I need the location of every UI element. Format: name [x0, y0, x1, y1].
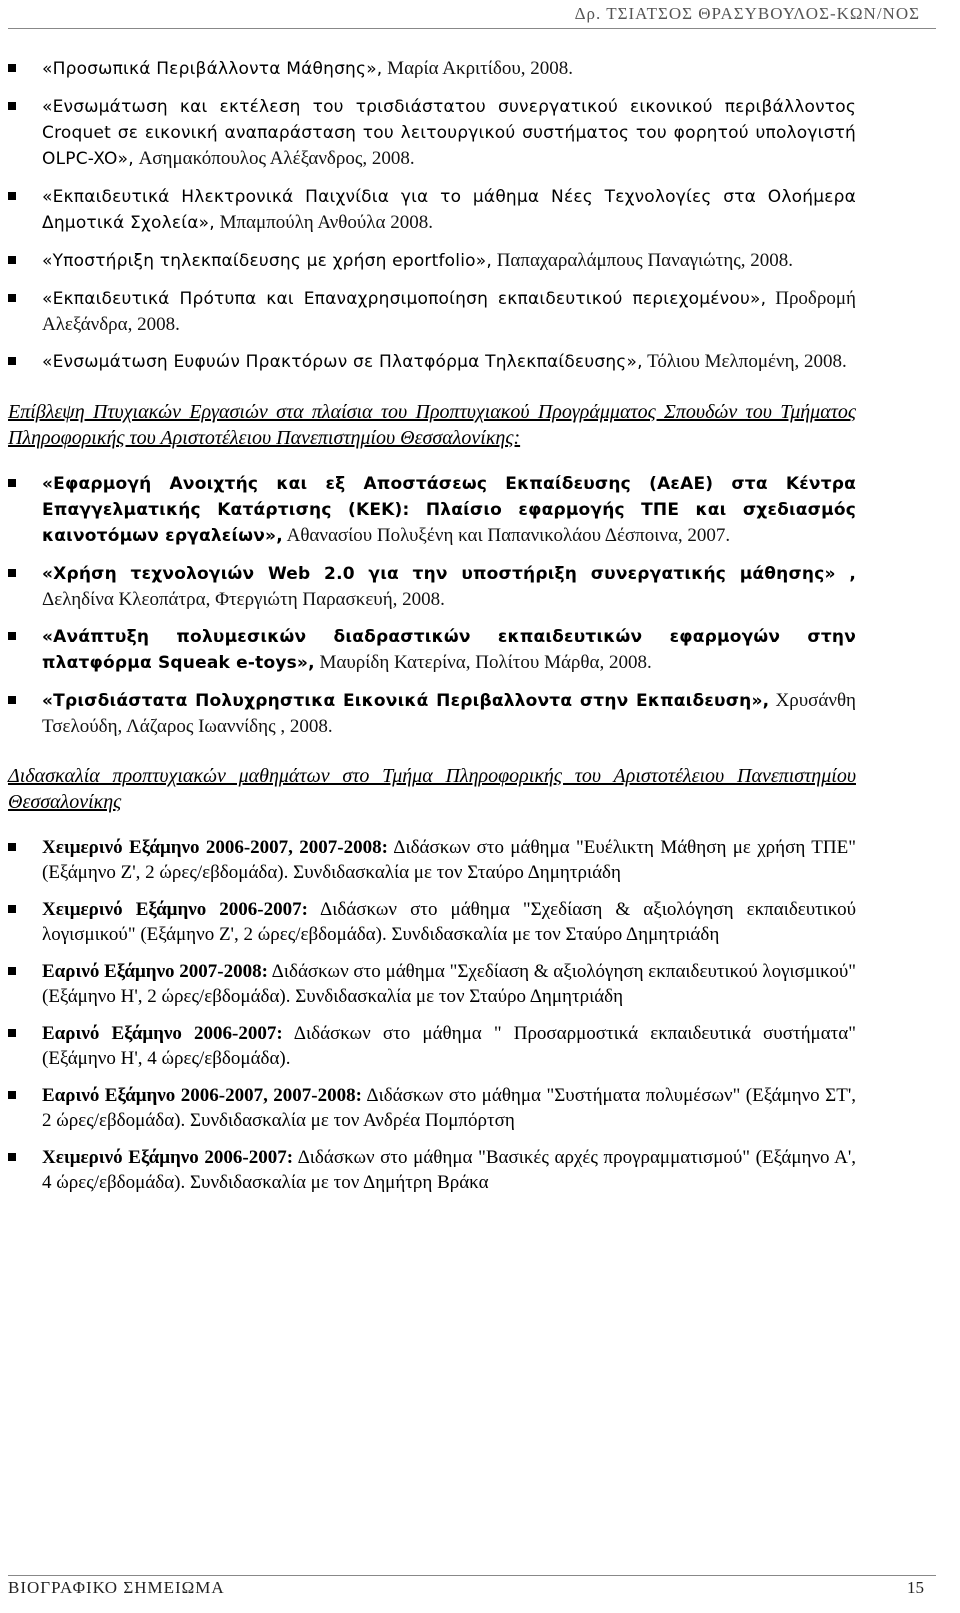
- list-item: [8, 349, 856, 375]
- list-item: [8, 1145, 856, 1195]
- bullet-icon: [8, 64, 16, 72]
- list-item: [8, 561, 856, 612]
- bullet-icon: [8, 1029, 16, 1037]
- thesis-title: «Προσωπικά Περιβάλλοντα Μάθησης»,: [42, 59, 383, 79]
- bullet-icon: [8, 256, 16, 264]
- list-item: [8, 959, 856, 1009]
- bullet-icon: [8, 357, 16, 365]
- list-item: [8, 286, 856, 337]
- thesis-list-postgraduate: [8, 56, 856, 375]
- thesis-authors: Ασημακόπουλος Αλέξανδρος, 2008.: [133, 148, 415, 169]
- bullet-icon: [8, 967, 16, 975]
- course-description: Διδάσκων στο μάθημα "Σχεδίαση & αξιολόγηση εκπαιδευτικού λογισμικού" (Εξάμηνο Ζ', 2 ώρες/εβδομάδα). Συνδιδασκαλία με τον Σταύρο Δημητριάδη: [42, 899, 856, 945]
- thesis-authors: Μαυρίδη Κατερίνα, Πολίτου Μάρθα, 2008.: [314, 652, 652, 673]
- course-description: Διδάσκων στο μάθημα "Ευέλικτη Μάθηση με χρήση ΤΠΕ" (Εξάμηνο Ζ', 2 ώρες/εβδομάδα). Συνδιδασκαλία με τον Σταύρο Δημητριάδη: [42, 837, 856, 883]
- list-item: [8, 94, 856, 172]
- bullet-icon: [8, 696, 16, 704]
- running-header: Δρ. ΤΣΙΑΤΣΟΣ ΘΡΑΣΥΒΟΥΛΟΣ-ΚΩΝ/ΝΟΣ: [574, 4, 920, 23]
- list-item: [8, 471, 856, 549]
- bullet-icon: [8, 294, 16, 302]
- bullet-icon: [8, 632, 16, 640]
- bullet-icon: [8, 192, 16, 200]
- thesis-title: «Τρισδιάστατα Πολυχρηστικα Εικονικά Περιβαλλοντα στην Εκπαιδευση»,: [42, 691, 770, 711]
- list-item: [8, 184, 856, 236]
- page-content: [8, 56, 856, 1207]
- semester-label: Εαρινό Εξάμηνο 2006-2007:: [42, 1023, 283, 1044]
- thesis-title: «Ενσωμάτωση και εκτέλεση του τρισδιάστατου συνεργατικού εικονικού περιβάλλοντος Croquet σε εικονική αναπαράσταση του λειτουργικού συστήματος του φορητού υπολογιστή OLPC-XO»,: [42, 97, 856, 169]
- footer-rule: [8, 1575, 936, 1576]
- bullet-icon: [8, 1153, 16, 1161]
- thesis-authors: Προδρομή Αλεξάνδρα, 2008.: [42, 288, 856, 335]
- semester-label: Χειμερινό Εξάμηνο 2006-2007:: [42, 899, 308, 920]
- course-description: Διδάσκων στο μάθημα "Συστήματα πολυμέσων" (Εξάμηνο ΣΤ', 2 ώρες/εβδομάδα). Συνδιδασκαλία με τον Ανδρέα Πομπόρτση: [42, 1085, 856, 1131]
- thesis-title: «Εφαρμογή Ανοιχτής και εξ Αποστάσεως Εκπαίδευσης (ΑεΑΕ) στα Κέντρα Επαγγελματικής Κατάρτισης (ΚΕΚ): Πλαίσιο εφαρμογής ΤΠΕ και σχεδιασμός καινοτόμων εργαλείων»,: [42, 474, 856, 546]
- thesis-title: «Εκπαιδευτικά Ηλεκτρονικά Παιχνίδια για το μάθημα Νέες Τεχνολογίες στα Ολοήμερα Δημοτικά Σχολεία»,: [42, 187, 856, 233]
- course-description: Διδάσκων στο μάθημα "Σχεδίαση & αξιολόγηση εκπαιδευτικού λογισμικού" (Εξάμηνο Η', 2 ώρες/εβδομάδα). Συνδιδασκαλία με τον Σταύρο Δημητριάδη: [42, 961, 857, 1007]
- list-item: [8, 56, 856, 82]
- semester-label: Εαρινό Εξάμηνο 2007-2008:: [42, 961, 268, 982]
- list-item: [8, 897, 856, 947]
- thesis-authors: Αθανασίου Πολυξένη και Παπανικολάου Δέσποινα, 2007.: [282, 525, 731, 546]
- list-item: [8, 835, 856, 885]
- bullet-icon: [8, 569, 16, 577]
- thesis-list-undergraduate: [8, 471, 856, 739]
- bullet-icon: [8, 1091, 16, 1099]
- bullet-icon: [8, 102, 16, 110]
- header-rule: [8, 28, 936, 29]
- section-heading-teaching: Διδασκαλία προπτυχιακών μαθημάτων στο Τμήμα Πληροφορικής του Αριστοτέλειου Πανεπιστημίου Θεσσαλονίκης: [8, 765, 856, 813]
- course-description: Διδάσκων στο μάθημα " Προσαρμοστικά εκπαιδευτικά συστήματα" (Εξάμηνο Η', 4 ώρες/εβδομάδα).: [42, 1023, 856, 1069]
- bullet-icon: [8, 905, 16, 913]
- thesis-title: «Εκπαιδευτικά Πρότυπα και Επαναχρησιμοποίηση εκπαιδευτικού περιεχομένου»,: [42, 289, 767, 309]
- thesis-authors: Τόλιου Μελπομένη, 2008.: [642, 351, 847, 372]
- list-item: [8, 688, 856, 739]
- semester-label: Εαρινό Εξάμηνο 2006-2007, 2007-2008:: [42, 1085, 362, 1106]
- list-item: [8, 624, 856, 676]
- teaching-list: [8, 835, 856, 1195]
- list-item: [8, 1021, 856, 1071]
- thesis-authors: Μαρία Ακριτίδου, 2008.: [382, 58, 574, 79]
- bullet-icon: [8, 843, 16, 851]
- list-item: [8, 248, 856, 274]
- semester-label: Χειμερινό Εξάμηνο 2006-2007, 2007-2008:: [42, 837, 388, 858]
- semester-label: Χειμερινό Εξάμηνο 2006-2007:: [42, 1147, 294, 1168]
- list-item: [8, 1083, 856, 1133]
- page-number: 15: [907, 1578, 924, 1597]
- bullet-icon: [8, 479, 16, 487]
- thesis-title: «Υποστήριξη τηλεκπαίδευσης με χρήση eportfolio»,: [42, 251, 492, 271]
- footer-document-title: ΒΙΟΓΡΑΦΙΚΟ ΣΗΜΕΙΩΜΑ: [8, 1578, 225, 1597]
- course-description: Διδάσκων στο μάθημα "Βασικές αρχές προγραμματισμού" (Εξάμηνο Α', 4 ώρες/εβδομάδα). Συνδιδασκαλία με τον Δημήτρη Βράκα: [42, 1147, 856, 1193]
- thesis-authors: Χρυσάνθη Τσελούδη, Λάζαρος Ιωαννίδης , 2008.: [42, 690, 856, 737]
- thesis-authors: Δεληδίνα Κλεοπάτρα, Φτεργιώτη Παρασκευή, 2008.: [42, 589, 445, 610]
- section-heading-undergrad-theses: Επίβλεψη Πτυχιακών Εργασιών στα πλαίσια του Προπτυχιακού Προγράμματος Σπουδών του Τμήματος Πληροφορικής του Αριστοτέλειου Πανεπιστημίου Θεσσαλονίκης:: [8, 401, 856, 449]
- thesis-title: «Ανάπτυξη πολυμεσικών διαδραστικών εκπαιδευτικών εφαρμογών στην πλατφόρμα Squeak e-toys»,: [42, 627, 856, 673]
- thesis-authors: Μπαμπούλη Ανθούλα 2008.: [214, 212, 433, 233]
- thesis-authors: Παπαχαραλάμπους Παναγιώτης, 2008.: [491, 250, 794, 271]
- thesis-title: «Ενσωμάτωση Ευφυών Πρακτόρων σε Πλατφόρμα Τηλεκπαίδευσης»,: [42, 352, 643, 372]
- thesis-title: «Χρήση τεχνολογιών Web 2.0 για την υποστήριξη συνεργατικής μάθησης» ,: [42, 564, 856, 584]
